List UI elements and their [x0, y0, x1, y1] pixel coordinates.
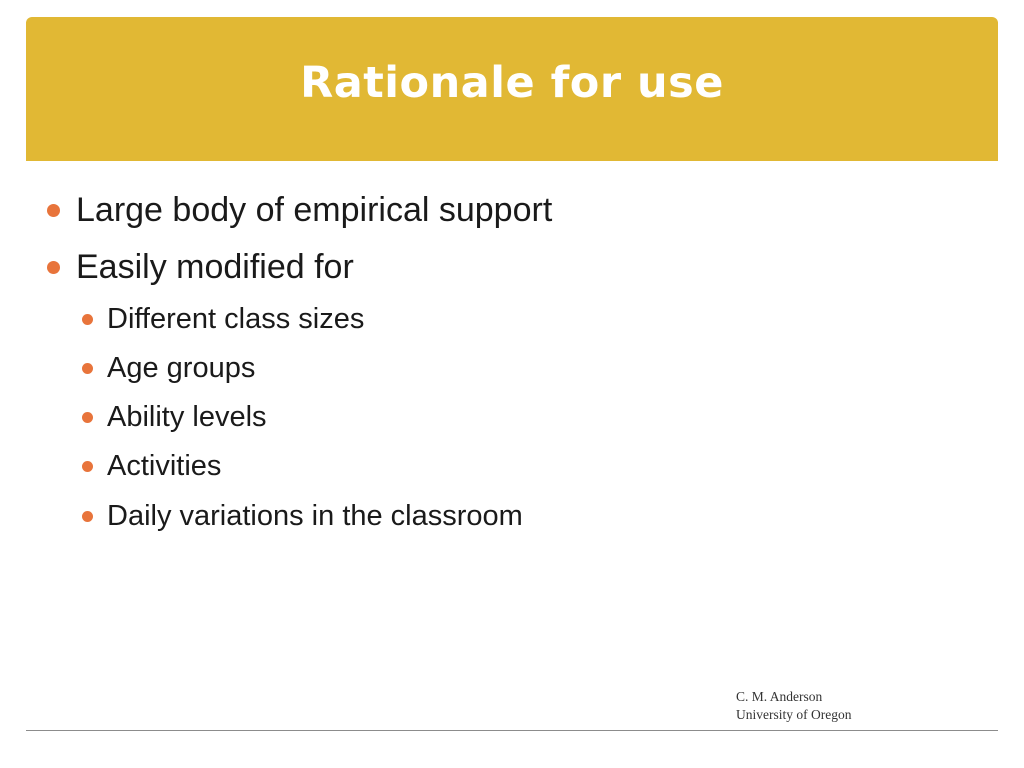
- bullet-dot-icon: [82, 412, 93, 423]
- bullet-text: Large body of empirical support: [76, 191, 553, 229]
- sub-bullet-item: [107, 354, 255, 383]
- footer-credit: [736, 688, 851, 724]
- sub-bullet-text: Age groups: [107, 352, 256, 384]
- sub-bullet-item: [107, 452, 221, 481]
- bullet-dot-icon: [47, 204, 60, 217]
- sub-bullet-text: Different class sizes: [107, 303, 365, 335]
- bullet-item: [76, 250, 354, 284]
- bullet-dot-icon: [82, 461, 93, 472]
- sub-bullet-text: Activities: [107, 450, 222, 482]
- footer-author: C. M. Anderson: [736, 689, 823, 704]
- sub-bullet-text: Ability levels: [107, 401, 267, 433]
- sub-bullet-text: Daily variations in the classroom: [107, 500, 523, 532]
- bullet-text: Easily modified for: [76, 248, 354, 286]
- bullet-item: [76, 193, 552, 227]
- footer-affiliation: University of Oregon: [736, 707, 852, 722]
- footer-divider: [26, 730, 998, 731]
- sub-bullet-item: [107, 502, 523, 531]
- slide-title: Rationale for use: [300, 58, 724, 108]
- bullet-dot-icon: [82, 314, 93, 325]
- bullet-dot-icon: [82, 363, 93, 374]
- bullet-dot-icon: [47, 261, 60, 274]
- sub-bullet-item: [107, 305, 364, 334]
- sub-bullet-item: [107, 403, 267, 432]
- bullet-dot-icon: [82, 511, 93, 522]
